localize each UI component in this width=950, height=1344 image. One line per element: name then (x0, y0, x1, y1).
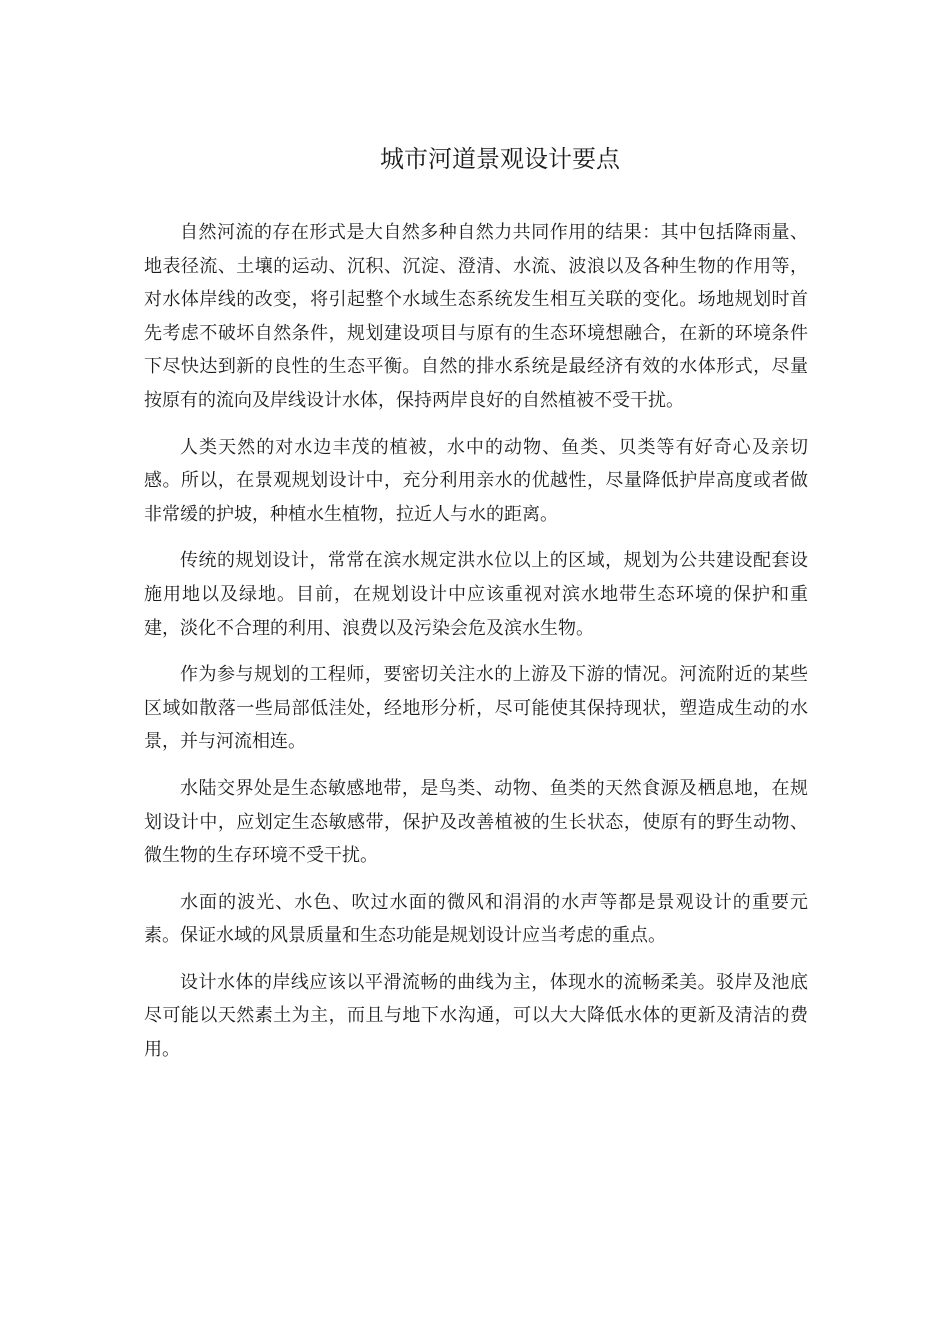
document-body (144, 216, 808, 1080)
paragraph-6: 水面的波光、水色、吹过水面的微风和涓涓的水声等都是景观设计的重要元素。保证水域的风景质量和生态功能是规划设计应当考虑的重点。 (144, 891, 808, 947)
paragraph-4: 作为参与规划的工程师，要密切关注水的上游及下游的情况。河流附近的某些区域如散落一些局部低洼处，经地形分析，尽可能使其保持现状，塑造成生动的水景，并与河流相连。 (144, 664, 808, 753)
paragraph-7: 设计水体的岸线应该以平滑流畅的曲线为主，体现水的流畅柔美。驳岸及池底尽可能以天然素土为主，而且与地下水沟通，可以大大降低水体的更新及清洁的费用。 (144, 971, 808, 1061)
paragraph-3: 传统的规划设计，常常在滨水规定洪水位以上的区域，规划为公共建设配套设施用地以及绿地。目前，在规划设计中应该重视对滨水地带生态环境的保护和重建，淡化不合理的利用、浪费以及污染会危及滨水生物。 (144, 550, 808, 639)
paragraph-5: 水陆交界处是生态敏感地带，是鸟类、动物、鱼类的天然食源及栖息地，在规划设计中，应划定生态敏感带，保护及改善植被的生长状态，使原有的野生动物、微生物的生存环境不受干扰。 (144, 777, 808, 867)
paragraph-1: 自然河流的存在形式是大自然多种自然力共同作用的结果：其中包括降雨量、地表径流、土壤的运动、沉积、沉淀、澄清、水流、波浪以及各种生物的作用等，对水体岸线的改变，将引起整个水域生态系统发生相互关联的变化。场地规划时首先考虑不破坏自然条件，规划建设项目与原有的生态环境想融合，在新的环境条件下尽快达到新的良性的生态平衡。自然的排水系统是最经济有效的水体形式，尽量按原有的流向及岸线设计水体，保持两岸良好的自然植被不受干扰。 (144, 222, 808, 411)
document-title: 城市河道景观设计要点 (380, 145, 620, 173)
paragraph-2: 人类天然的对水边丰茂的植被，水中的动物、鱼类、贝类等有好奇心及亲切感。所以，在景观规划设计中，充分利用亲水的优越性，尽量降低护岸高度或者做非常缓的护坡，种植水生植物，拉近人与水的距离。 (144, 436, 808, 525)
